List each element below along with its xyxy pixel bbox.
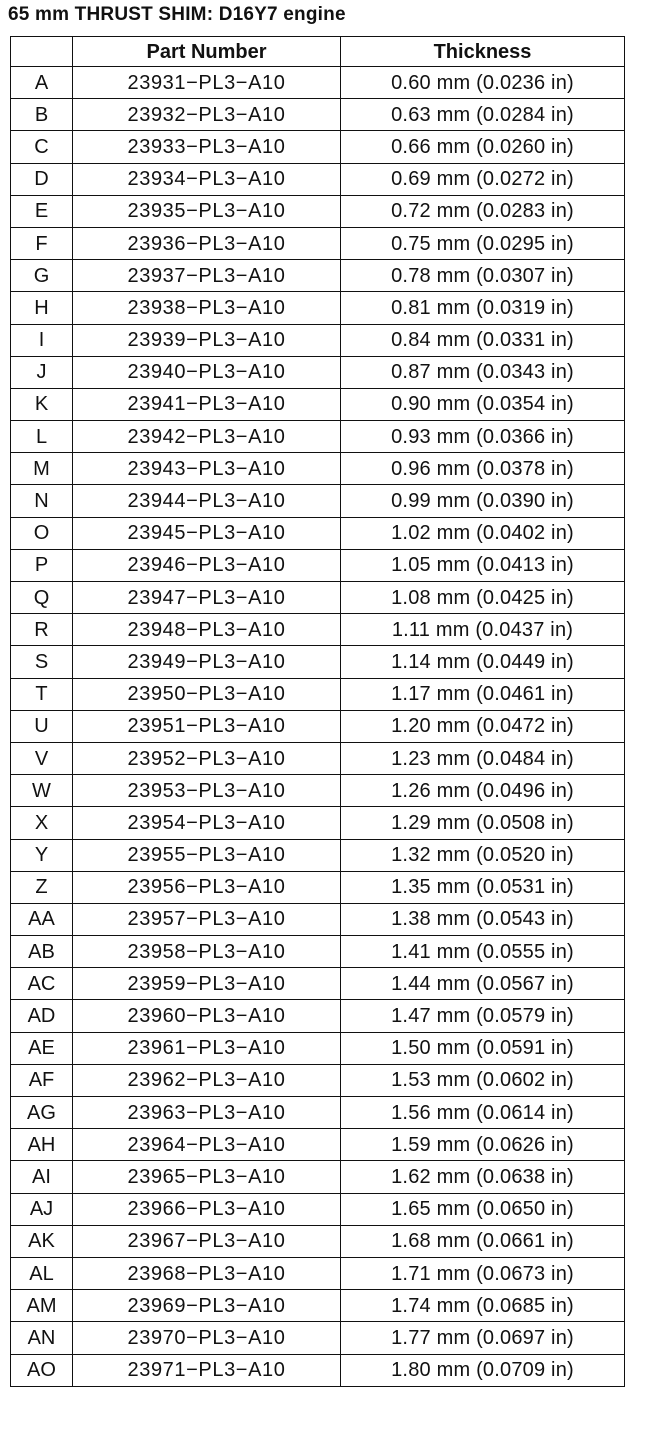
thickness-cell: 1.59 mm (0.0626 in)	[341, 1129, 625, 1161]
table-row	[11, 1257, 625, 1289]
table-row	[11, 485, 625, 517]
part-number-cell: 23938−PL3−A10	[73, 292, 341, 324]
thickness-cell: 1.35 mm (0.0531 in)	[341, 871, 625, 903]
thickness-cell: 0.96 mm (0.0378 in)	[341, 453, 625, 485]
table-row	[11, 646, 625, 678]
shim-letter-cell: I	[11, 324, 73, 356]
thickness-cell: 1.50 mm (0.0591 in)	[341, 1032, 625, 1064]
shim-letter-cell: AO	[11, 1354, 73, 1386]
part-number-cell: 23944−PL3−A10	[73, 485, 341, 517]
shim-letter-cell: AJ	[11, 1193, 73, 1225]
thickness-cell: 1.71 mm (0.0673 in)	[341, 1257, 625, 1289]
part-number-cell: 23934−PL3−A10	[73, 163, 341, 195]
table-row	[11, 99, 625, 131]
table-row	[11, 163, 625, 195]
column-header-letter	[11, 37, 73, 67]
shim-letter-cell: Q	[11, 582, 73, 614]
thickness-cell: 0.93 mm (0.0366 in)	[341, 421, 625, 453]
table-header-row	[11, 37, 625, 67]
thickness-cell: 1.38 mm (0.0543 in)	[341, 903, 625, 935]
thickness-cell: 0.69 mm (0.0272 in)	[341, 163, 625, 195]
part-number-cell: 23941−PL3−A10	[73, 388, 341, 420]
part-number-cell: 23960−PL3−A10	[73, 1000, 341, 1032]
part-number-cell: 23936−PL3−A10	[73, 227, 341, 259]
thickness-cell: 1.14 mm (0.0449 in)	[341, 646, 625, 678]
part-number-cell: 23961−PL3−A10	[73, 1032, 341, 1064]
part-number-cell: 23939−PL3−A10	[73, 324, 341, 356]
table-row	[11, 260, 625, 292]
table-row	[11, 1225, 625, 1257]
shim-letter-cell: C	[11, 131, 73, 163]
shim-letter-cell: AF	[11, 1064, 73, 1096]
part-number-cell: 23954−PL3−A10	[73, 807, 341, 839]
shim-letter-cell: Z	[11, 871, 73, 903]
shim-letter-cell: AD	[11, 1000, 73, 1032]
table-row	[11, 1290, 625, 1322]
shim-letter-cell: AM	[11, 1290, 73, 1322]
table-row	[11, 324, 625, 356]
table-row	[11, 968, 625, 1000]
thickness-cell: 0.66 mm (0.0260 in)	[341, 131, 625, 163]
thickness-cell: 0.99 mm (0.0390 in)	[341, 485, 625, 517]
thickness-cell: 1.53 mm (0.0602 in)	[341, 1064, 625, 1096]
thickness-cell: 1.47 mm (0.0579 in)	[341, 1000, 625, 1032]
part-number-cell: 23966−PL3−A10	[73, 1193, 341, 1225]
shim-letter-cell: AK	[11, 1225, 73, 1257]
thickness-cell: 1.17 mm (0.0461 in)	[341, 678, 625, 710]
shim-letter-cell: G	[11, 260, 73, 292]
table-row	[11, 1000, 625, 1032]
shim-letter-cell: W	[11, 775, 73, 807]
thickness-cell: 1.56 mm (0.0614 in)	[341, 1097, 625, 1129]
table-row	[11, 678, 625, 710]
thickness-cell: 0.72 mm (0.0283 in)	[341, 195, 625, 227]
table-row	[11, 903, 625, 935]
thickness-cell: 0.60 mm (0.0236 in)	[341, 67, 625, 99]
thickness-cell: 1.68 mm (0.0661 in)	[341, 1225, 625, 1257]
table-row	[11, 131, 625, 163]
column-header-thickness: Thickness	[341, 37, 625, 67]
part-number-cell: 23964−PL3−A10	[73, 1129, 341, 1161]
thickness-cell: 0.75 mm (0.0295 in)	[341, 227, 625, 259]
thickness-cell: 1.20 mm (0.0472 in)	[341, 710, 625, 742]
part-number-cell: 23943−PL3−A10	[73, 453, 341, 485]
part-number-cell: 23937−PL3−A10	[73, 260, 341, 292]
part-number-cell: 23956−PL3−A10	[73, 871, 341, 903]
table-row	[11, 936, 625, 968]
table-row	[11, 839, 625, 871]
shim-letter-cell: X	[11, 807, 73, 839]
shim-letter-cell: AC	[11, 968, 73, 1000]
shim-letter-cell: AG	[11, 1097, 73, 1129]
thickness-cell: 0.87 mm (0.0343 in)	[341, 356, 625, 388]
shim-letter-cell: AE	[11, 1032, 73, 1064]
table-row	[11, 1161, 625, 1193]
table-row	[11, 582, 625, 614]
table-row	[11, 195, 625, 227]
shim-letter-cell: AN	[11, 1322, 73, 1354]
thickness-cell: 0.78 mm (0.0307 in)	[341, 260, 625, 292]
part-number-cell: 23951−PL3−A10	[73, 710, 341, 742]
part-number-cell: 23968−PL3−A10	[73, 1257, 341, 1289]
shim-letter-cell: AL	[11, 1257, 73, 1289]
table-row	[11, 292, 625, 324]
table-body	[11, 67, 625, 1387]
thickness-cell: 0.63 mm (0.0284 in)	[341, 99, 625, 131]
part-number-cell: 23946−PL3−A10	[73, 549, 341, 581]
shim-letter-cell: V	[11, 742, 73, 774]
shim-letter-cell: AA	[11, 903, 73, 935]
shim-letter-cell: T	[11, 678, 73, 710]
part-number-cell: 23963−PL3−A10	[73, 1097, 341, 1129]
shim-letter-cell: E	[11, 195, 73, 227]
part-number-cell: 23948−PL3−A10	[73, 614, 341, 646]
thickness-cell: 1.23 mm (0.0484 in)	[341, 742, 625, 774]
column-header-part-number: Part Number	[73, 37, 341, 67]
thickness-cell: 1.11 mm (0.0437 in)	[341, 614, 625, 646]
shim-letter-cell: D	[11, 163, 73, 195]
table-row	[11, 614, 625, 646]
shim-letter-cell: AB	[11, 936, 73, 968]
shim-letter-cell: O	[11, 517, 73, 549]
table-row	[11, 1032, 625, 1064]
table-row	[11, 1354, 625, 1386]
shim-letter-cell: K	[11, 388, 73, 420]
table-row	[11, 453, 625, 485]
shim-letter-cell: U	[11, 710, 73, 742]
shim-letter-cell: M	[11, 453, 73, 485]
thickness-cell: 1.08 mm (0.0425 in)	[341, 582, 625, 614]
table-row	[11, 1064, 625, 1096]
table-row	[11, 388, 625, 420]
table-row	[11, 356, 625, 388]
part-number-cell: 23947−PL3−A10	[73, 582, 341, 614]
table-row	[11, 421, 625, 453]
thickness-cell: 1.44 mm (0.0567 in)	[341, 968, 625, 1000]
part-number-cell: 23952−PL3−A10	[73, 742, 341, 774]
part-number-cell: 23967−PL3−A10	[73, 1225, 341, 1257]
part-number-cell: 23940−PL3−A10	[73, 356, 341, 388]
part-number-cell: 23932−PL3−A10	[73, 99, 341, 131]
table-row	[11, 1322, 625, 1354]
shim-letter-cell: L	[11, 421, 73, 453]
part-number-cell: 23971−PL3−A10	[73, 1354, 341, 1386]
page-title: 65 mm THRUST SHIM: D16Y7 engine	[8, 4, 346, 25]
shim-letter-cell: F	[11, 227, 73, 259]
part-number-cell: 23942−PL3−A10	[73, 421, 341, 453]
table-row	[11, 710, 625, 742]
part-number-cell: 23970−PL3−A10	[73, 1322, 341, 1354]
table-row	[11, 1193, 625, 1225]
part-number-cell: 23965−PL3−A10	[73, 1161, 341, 1193]
part-number-cell: 23933−PL3−A10	[73, 131, 341, 163]
thickness-cell: 0.84 mm (0.0331 in)	[341, 324, 625, 356]
part-number-cell: 23935−PL3−A10	[73, 195, 341, 227]
table-row	[11, 517, 625, 549]
table-row	[11, 871, 625, 903]
shim-letter-cell: R	[11, 614, 73, 646]
part-number-cell: 23959−PL3−A10	[73, 968, 341, 1000]
thickness-cell: 1.29 mm (0.0508 in)	[341, 807, 625, 839]
thickness-cell: 1.02 mm (0.0402 in)	[341, 517, 625, 549]
table-row	[11, 67, 625, 99]
part-number-cell: 23958−PL3−A10	[73, 936, 341, 968]
thrust-shim-table	[10, 36, 625, 1387]
thickness-cell: 1.32 mm (0.0520 in)	[341, 839, 625, 871]
shim-letter-cell: AI	[11, 1161, 73, 1193]
thickness-cell: 0.81 mm (0.0319 in)	[341, 292, 625, 324]
shim-letter-cell: B	[11, 99, 73, 131]
table-row	[11, 775, 625, 807]
part-number-cell: 23957−PL3−A10	[73, 903, 341, 935]
part-number-cell: 23962−PL3−A10	[73, 1064, 341, 1096]
shim-letter-cell: P	[11, 549, 73, 581]
table-row	[11, 1097, 625, 1129]
thickness-cell: 1.77 mm (0.0697 in)	[341, 1322, 625, 1354]
part-number-cell: 23955−PL3−A10	[73, 839, 341, 871]
thickness-cell: 1.65 mm (0.0650 in)	[341, 1193, 625, 1225]
part-number-cell: 23949−PL3−A10	[73, 646, 341, 678]
thickness-cell: 1.80 mm (0.0709 in)	[341, 1354, 625, 1386]
shim-letter-cell: N	[11, 485, 73, 517]
shim-letter-cell: H	[11, 292, 73, 324]
part-number-cell: 23969−PL3−A10	[73, 1290, 341, 1322]
table-row	[11, 742, 625, 774]
thickness-cell: 1.62 mm (0.0638 in)	[341, 1161, 625, 1193]
table-row	[11, 807, 625, 839]
thickness-cell: 1.74 mm (0.0685 in)	[341, 1290, 625, 1322]
thickness-cell: 0.90 mm (0.0354 in)	[341, 388, 625, 420]
table-row	[11, 1129, 625, 1161]
part-number-cell: 23950−PL3−A10	[73, 678, 341, 710]
table-row	[11, 549, 625, 581]
thickness-cell: 1.05 mm (0.0413 in)	[341, 549, 625, 581]
thickness-cell: 1.26 mm (0.0496 in)	[341, 775, 625, 807]
shim-letter-cell: J	[11, 356, 73, 388]
table-row	[11, 227, 625, 259]
part-number-cell: 23953−PL3−A10	[73, 775, 341, 807]
shim-letter-cell: S	[11, 646, 73, 678]
shim-letter-cell: Y	[11, 839, 73, 871]
part-number-cell: 23945−PL3−A10	[73, 517, 341, 549]
shim-letter-cell: AH	[11, 1129, 73, 1161]
thickness-cell: 1.41 mm (0.0555 in)	[341, 936, 625, 968]
part-number-cell: 23931−PL3−A10	[73, 67, 341, 99]
shim-letter-cell: A	[11, 67, 73, 99]
